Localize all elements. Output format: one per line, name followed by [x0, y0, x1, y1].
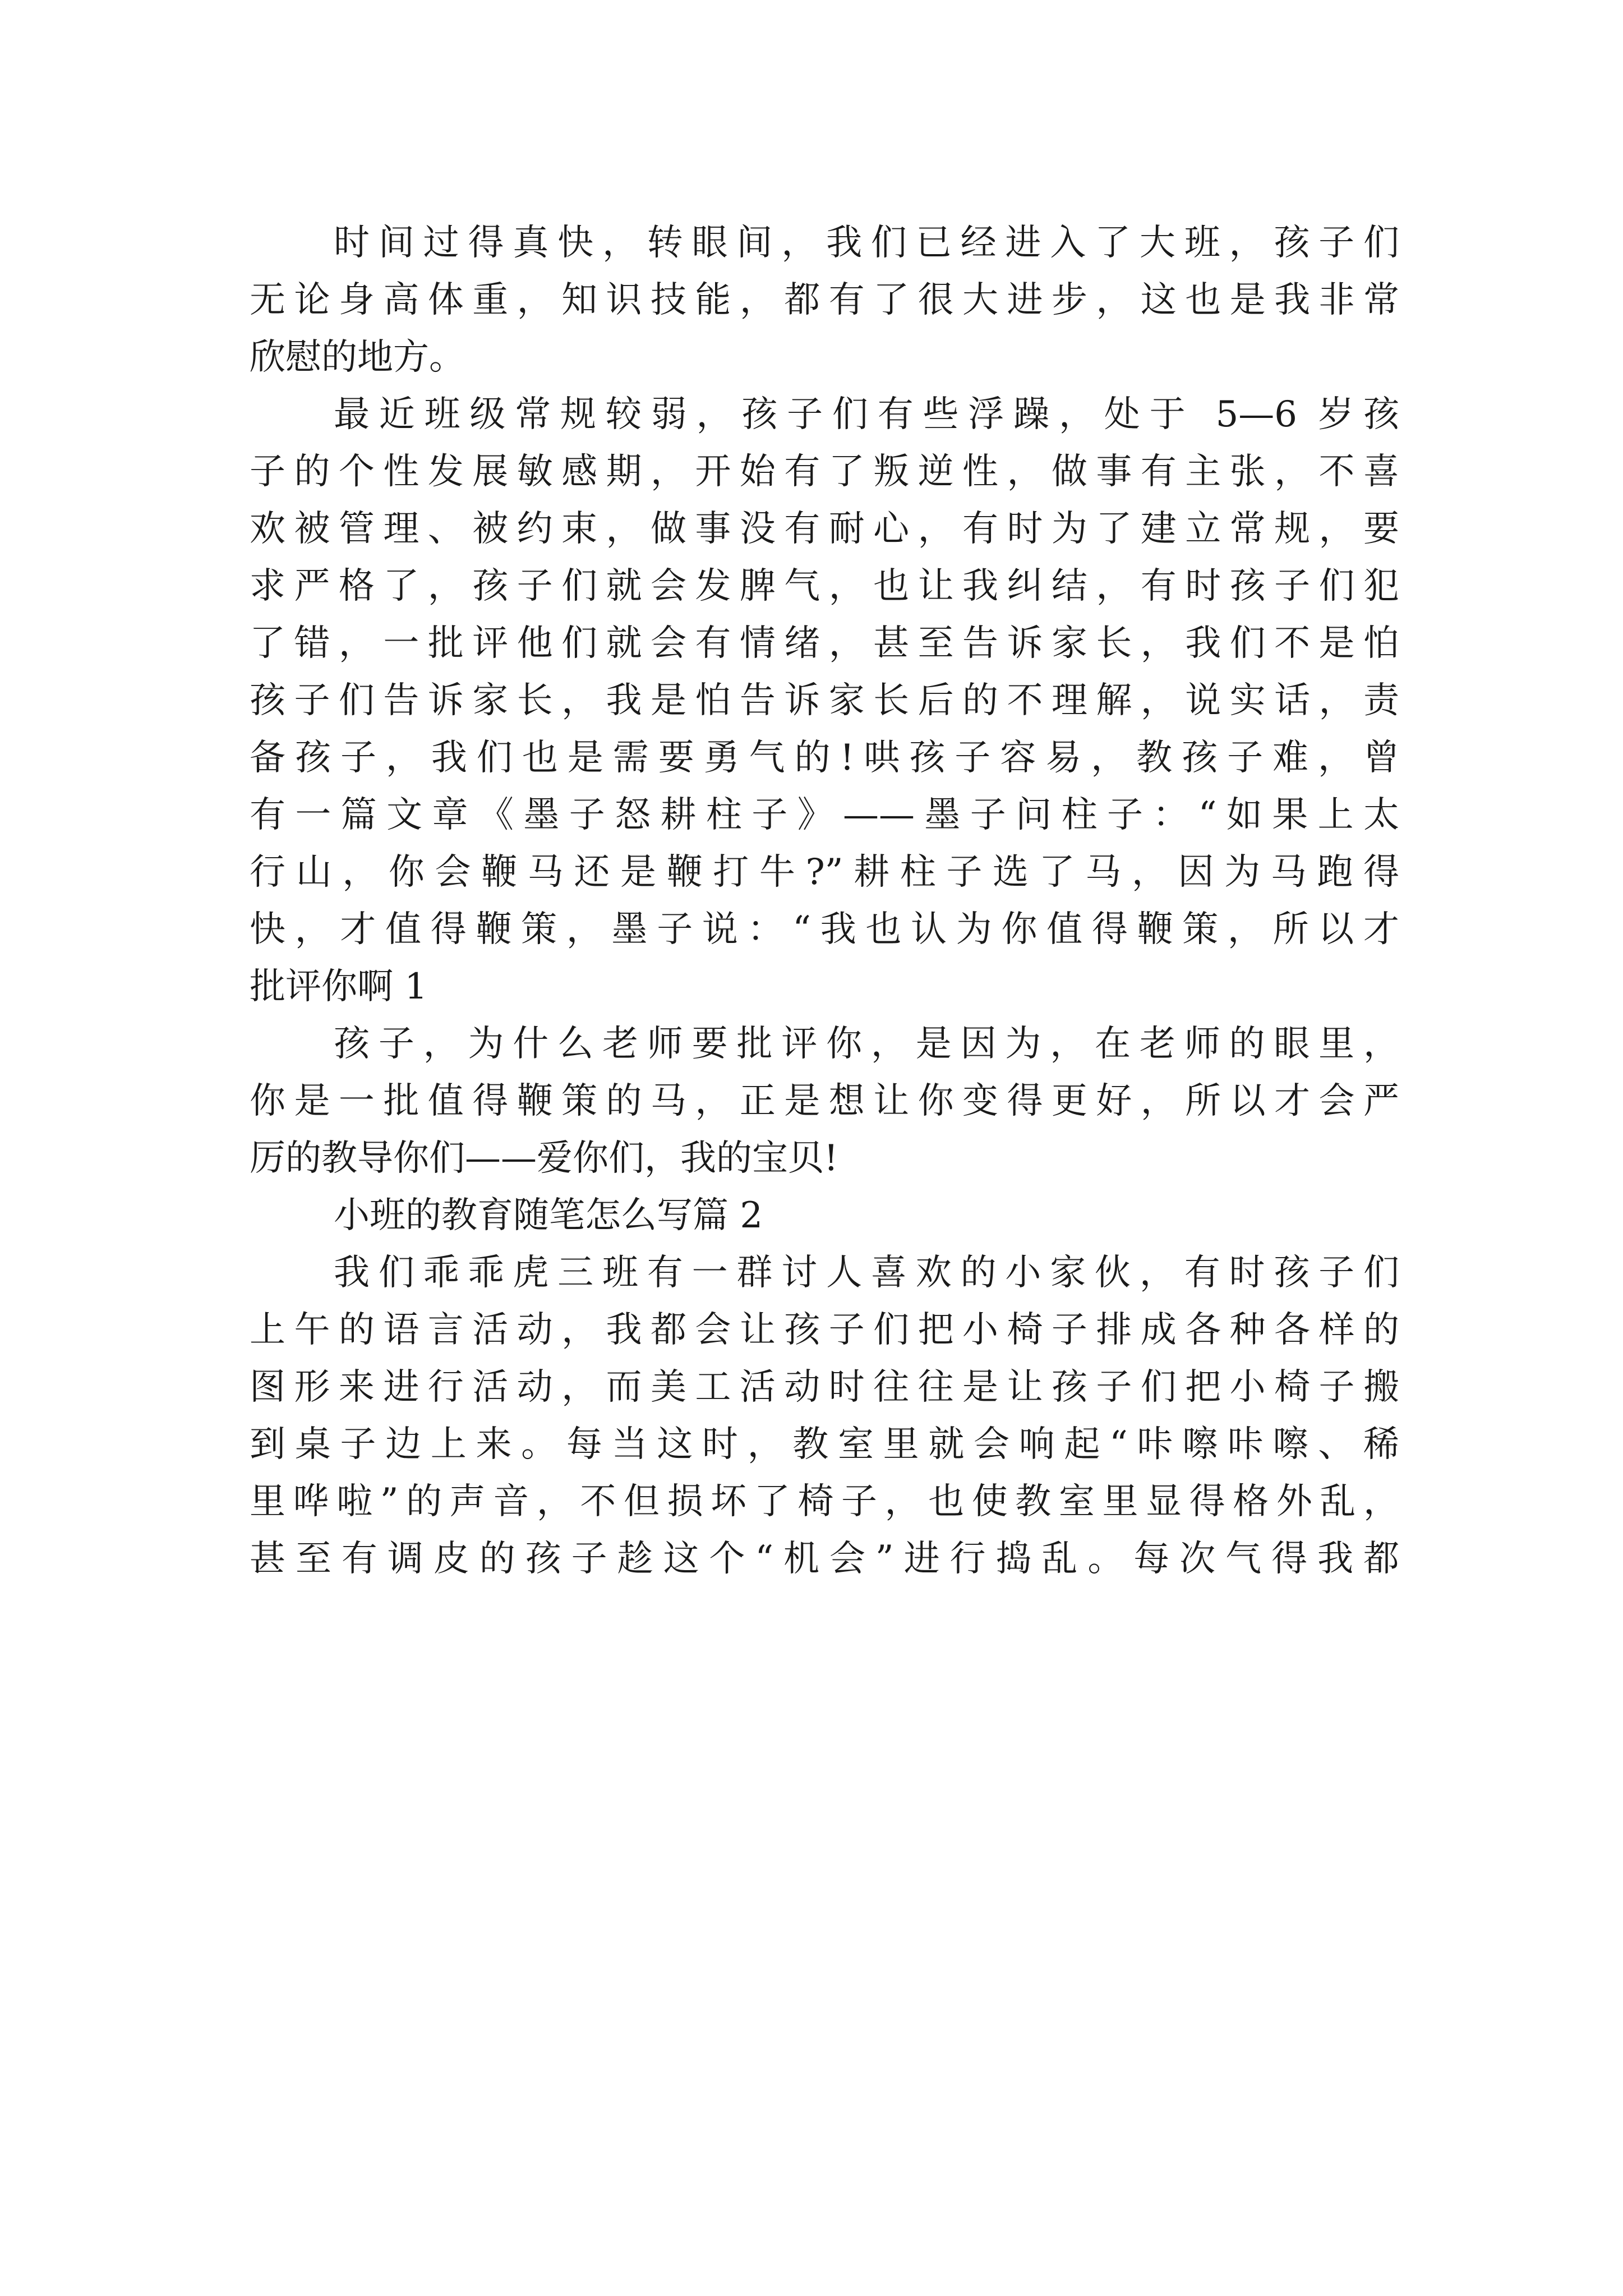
text-line: 求严格了，孩子们就会发脾气，也让我纠结，有时孩子们犯: [250, 565, 1399, 607]
text-line: 有一篇文章《墨子怒耕柱子》——墨子问柱子：“如果上太: [250, 794, 1399, 836]
text-line: 了错，一批评他们就会有情绪，甚至告诉家长，我们不是怕: [250, 623, 1399, 664]
document-body: [250, 214, 1399, 1588]
text-line: 欣慰的地方。: [250, 337, 465, 378]
text-line: 时间过得真快，转眼间，我们已经进入了大班，孩子们: [334, 222, 1399, 264]
text-line: 图形来进行活动，而美工活动时往往是让孩子们把小椅子搬: [250, 1366, 1399, 1408]
text-line: 欢被管理、被约束，做事没有耐心，有时为了建立常规，要: [250, 508, 1399, 550]
text-line: 行山，你会鞭马还是鞭打牛?”耕柱子选了马，因为马跑得: [250, 852, 1399, 893]
text-line: 孩子们告诉家长，我是怕告诉家长后的不理解，说实话，责: [250, 680, 1399, 721]
text-line: 我们乖乖虎三班有一群讨人喜欢的小家伙，有时孩子们: [334, 1252, 1399, 1294]
text-line: 子的个性发展敏感期，开始有了叛逆性，做事有主张，不喜: [250, 451, 1399, 493]
text-line: 孩子，为什么老师要批评你，是因为，在老师的眼里，: [334, 1023, 1399, 1065]
text-line: 里哗啦”的声音，不但损坏了椅子，也使教室里显得格外乱，: [250, 1481, 1399, 1522]
text-line: 厉的教导你们——爱你们，我的宝贝!: [250, 1138, 838, 1179]
text-line: 备孩子，我们也是需要勇气的!哄孩子容易，教孩子难，曾: [250, 737, 1399, 779]
text-line: 批评你啊 1: [250, 966, 428, 1007]
text-line: 无论身高体重，知识技能，都有了很大进步，这也是我非常: [250, 279, 1399, 321]
text-line: 最近班级常规较弱，孩子们有些浮躁，处于 5—6 岁孩: [334, 394, 1399, 435]
text-line: 到桌子边上来。每当这时，教室里就会响起“咔嚓咔嚓、稀: [250, 1424, 1399, 1465]
text-line: 快，才值得鞭策，墨子说：“我也认为你值得鞭策，所以才: [250, 909, 1399, 950]
text-line: 你是一批值得鞭策的马，正是想让你变得更好，所以才会严: [250, 1080, 1399, 1122]
text-line: 上午的语言活动，我都会让孩子们把小椅子排成各种各样的: [250, 1309, 1399, 1351]
text-line: 小班的教育随笔怎么写篇 2: [334, 1195, 763, 1236]
text-line: 甚至有调皮的孩子趁这个“机会”进行捣乱。每次气得我都: [250, 1538, 1399, 1580]
